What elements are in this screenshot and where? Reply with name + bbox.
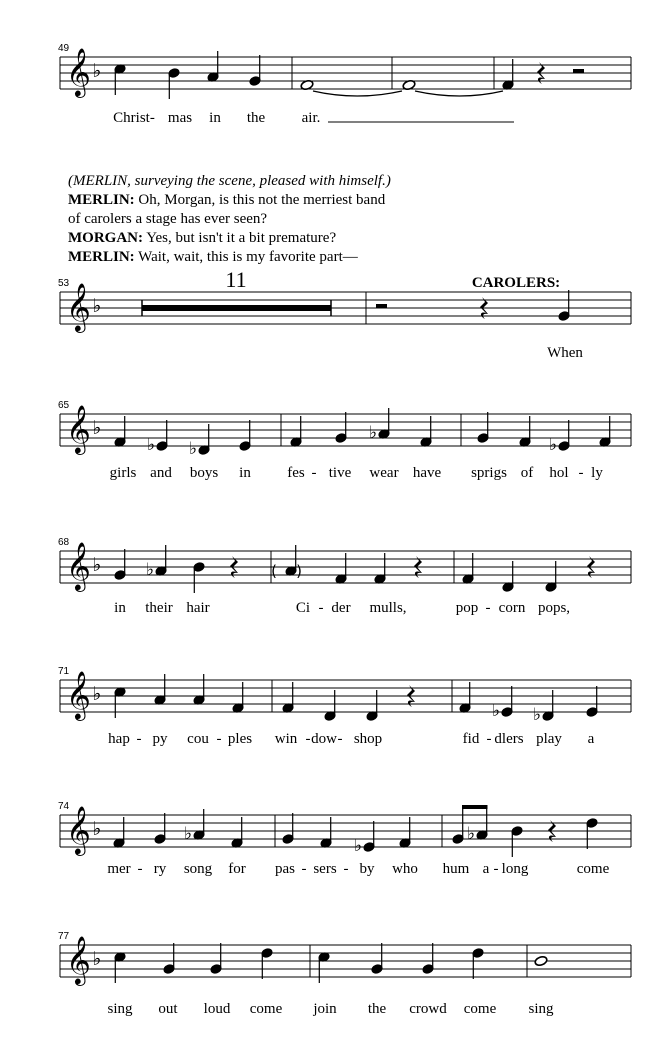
lyric-syllable: in <box>239 465 251 481</box>
lyric-syllable: When <box>547 345 583 361</box>
lyric-syllable: corn <box>498 600 526 616</box>
speaker-name: MERLIN: <box>68 192 135 208</box>
accidental-flat: ♭ <box>532 705 542 725</box>
lyric-syllable: wear <box>369 465 399 481</box>
multimeasure-rest-bar <box>142 305 331 311</box>
lyric-syllable: hair <box>186 600 210 616</box>
lyric-hyphen: - <box>311 465 317 481</box>
accidental-flat: ♭ <box>146 435 156 455</box>
lyric-syllable: pop <box>455 600 479 616</box>
speaker-name: MERLIN: <box>68 249 135 265</box>
dialogue-line-4 <box>68 248 588 267</box>
dialogue-line-2 <box>68 210 588 229</box>
lyric-syllable: by <box>359 861 375 877</box>
treble-clef: 𝄞 <box>66 47 91 96</box>
lyric-syllable: Christ- <box>113 110 155 126</box>
measure-number: 65 <box>58 400 70 411</box>
treble-clef: 𝄞 <box>66 670 91 719</box>
tie <box>313 91 402 96</box>
lyric-syllable: win <box>274 731 298 747</box>
lyric-hyphen: - <box>137 861 143 877</box>
lyric-syllable: for <box>228 861 246 877</box>
lyric-hyphen: - <box>343 861 349 877</box>
accidental-flat: ♭ <box>466 824 476 844</box>
lyric-syllable: sprigs <box>471 465 507 481</box>
lyric-syllable: fid <box>462 731 480 747</box>
lyric-syllable: mulls, <box>369 600 407 616</box>
dialogue-text: Wait, wait, this is my favorite part— <box>134 249 358 265</box>
lyric-hyphen: - <box>337 731 343 747</box>
stage-direction: (MERLIN, surveying the scene, pleased with himself.) <box>68 173 391 189</box>
lyric-syllable: girls <box>109 465 137 481</box>
courtesy-paren: ( <box>271 562 277 580</box>
lyric-syllable: a <box>587 731 595 747</box>
lyric-hyphen: - <box>486 731 492 747</box>
lyric-syllable: play <box>536 731 562 747</box>
lyric-syllable: the <box>367 1001 387 1017</box>
lyric-syllable: hap <box>108 731 130 747</box>
treble-clef: 𝄞 <box>66 935 91 984</box>
lyric-syllable: come <box>249 1001 283 1017</box>
half-rest <box>376 304 387 308</box>
lyric-syllable: mer <box>107 861 131 877</box>
lyric-syllable: shop <box>353 731 383 747</box>
dialogue-block <box>68 172 588 267</box>
measure-number: 74 <box>58 801 70 812</box>
accidental-flat: ♭ <box>353 836 363 856</box>
dialogue-text: of carolers a stage has ever seen? <box>68 211 268 227</box>
key-signature-flat: ♭ <box>92 818 102 840</box>
lyric-syllable: tive <box>328 465 352 481</box>
key-signature-flat: ♭ <box>92 417 102 439</box>
lyric-syllable: sing <box>528 1001 554 1017</box>
lyric-syllable: song <box>183 861 213 877</box>
lyric-syllable: der <box>331 600 351 616</box>
section-label: CAROLERS: <box>471 275 561 291</box>
lyric-syllable: ples <box>227 731 253 747</box>
treble-clef: 𝄞 <box>66 805 91 854</box>
lyric-syllable: crowd <box>409 1001 447 1017</box>
key-signature-flat: ♭ <box>92 60 102 82</box>
lyric-syllable: dow <box>311 731 337 747</box>
lyric-syllable: hol <box>549 465 569 481</box>
lyric-hyphen: - <box>301 861 307 877</box>
multimeasure-rest-count: 11 <box>225 267 247 292</box>
lyric-hyphen: - <box>493 861 499 877</box>
lyric-syllable: loud <box>203 1001 231 1017</box>
courtesy-paren: ) <box>296 562 302 580</box>
key-signature-flat: ♭ <box>92 683 102 705</box>
key-signature-flat: ♭ <box>92 554 102 576</box>
tie <box>415 91 503 96</box>
lyric-hyphen: - <box>305 731 311 747</box>
lyric-hyphen: - <box>578 465 584 481</box>
measure-number: 71 <box>58 666 70 677</box>
measure-number: 68 <box>58 537 70 548</box>
lyric-syllable: pas <box>275 861 295 877</box>
lyric-syllable: in <box>114 600 126 616</box>
half-rest <box>573 69 584 73</box>
lyric-syllable: mas <box>167 110 193 126</box>
note-head-hollow <box>534 955 548 966</box>
measure-number: 77 <box>58 931 70 942</box>
lyric-syllable: py <box>152 731 168 747</box>
dialogue-line-3 <box>68 229 588 248</box>
treble-clef: 𝄞 <box>66 282 91 331</box>
key-signature-flat: ♭ <box>92 948 102 970</box>
lyric-syllable: fes <box>287 465 305 481</box>
lyric-syllable: in <box>209 110 221 126</box>
measure-number: 49 <box>58 43 70 54</box>
lyric-syllable: join <box>313 1001 337 1017</box>
lyric-hyphen: - <box>136 731 142 747</box>
lyric-hyphen: - <box>216 731 222 747</box>
lyric-syllable: out <box>158 1001 178 1017</box>
lyric-syllable: pops, <box>537 600 571 616</box>
lyric-syllable: who <box>392 861 418 877</box>
lyric-syllable: Ci <box>295 600 311 616</box>
speaker-name: MORGAN: <box>68 230 143 246</box>
lyric-syllable: a <box>482 861 490 877</box>
lyric-syllable: and <box>150 465 172 481</box>
dialogue-text: Oh, Morgan, is this not the merriest band <box>134 192 386 208</box>
accidental-flat: ♭ <box>491 701 501 721</box>
lyric-syllable: boys <box>189 465 219 481</box>
lyric-hyphen: - <box>485 600 491 616</box>
dialogue-text: Yes, but isn't it a bit premature? <box>143 230 337 246</box>
key-signature-flat: ♭ <box>92 295 102 317</box>
treble-clef: 𝄞 <box>66 404 91 453</box>
lyric-syllable: hum <box>442 861 470 877</box>
lyric-syllable: sers <box>313 861 337 877</box>
lyric-syllable: come <box>463 1001 497 1017</box>
lyric-syllable: sing <box>107 1001 133 1017</box>
lyric-syllable: dlers <box>494 731 524 747</box>
accidental-flat: ♭ <box>145 560 155 580</box>
accidental-flat: ♭ <box>548 435 558 455</box>
lyric-syllable: cou <box>187 731 209 747</box>
accidental-flat: ♭ <box>183 824 193 844</box>
lyric-syllable: the <box>246 110 266 126</box>
accidental-flat: ♭ <box>368 423 378 443</box>
measure-number: 53 <box>58 278 70 289</box>
lyric-syllable: long <box>501 861 529 877</box>
lyric-syllable: ry <box>153 861 167 877</box>
treble-clef: 𝄞 <box>66 541 91 590</box>
lyric-syllable: come <box>576 861 610 877</box>
lyric-syllable: of <box>520 465 534 481</box>
lyric-syllable: their <box>145 600 173 616</box>
dialogue-line-1 <box>68 191 588 210</box>
accidental-flat: ♭ <box>188 439 198 459</box>
lyric-syllable: have <box>412 465 442 481</box>
lyric-syllable: ly <box>591 465 603 481</box>
lyric-syllable: air. <box>301 110 321 126</box>
lyric-hyphen: - <box>318 600 324 616</box>
